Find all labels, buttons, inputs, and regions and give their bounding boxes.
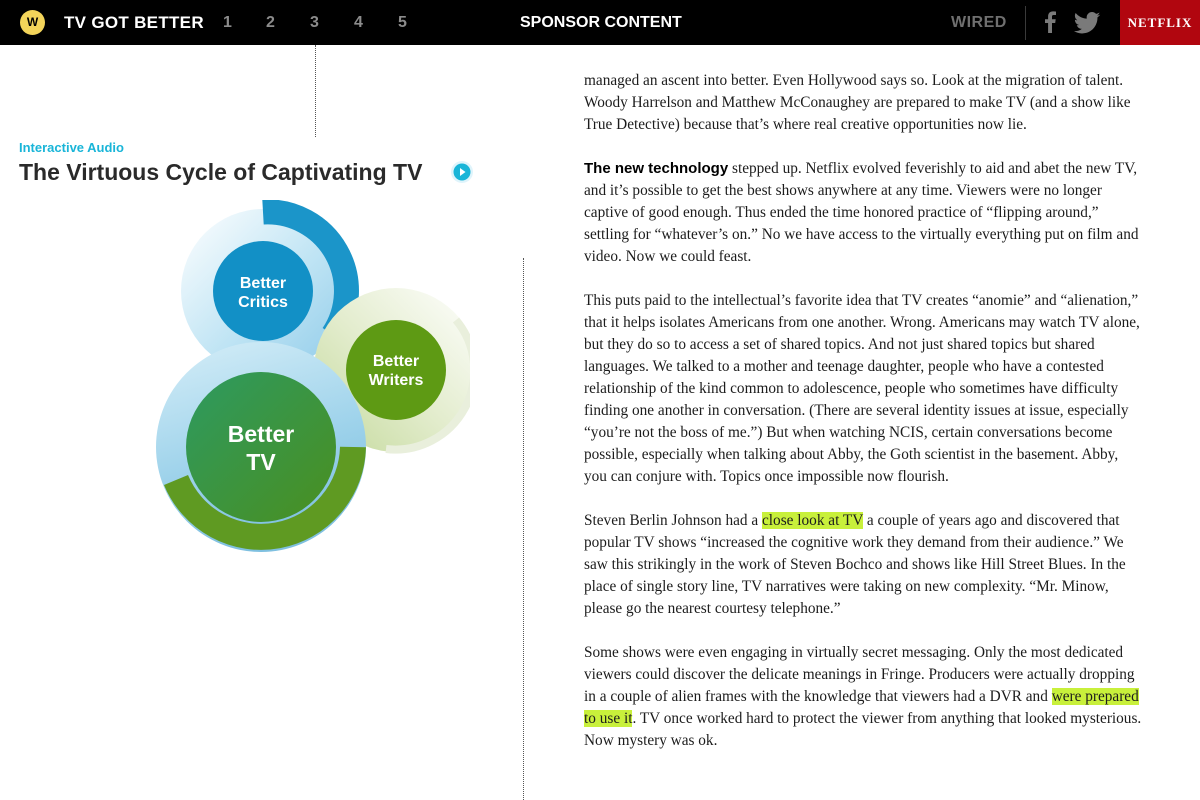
wired-logo-badge[interactable]: W	[20, 10, 45, 35]
column-divider-top	[315, 45, 316, 137]
article-body	[584, 70, 1144, 774]
cycle-title: The Virtuous Cycle of Captivating TV	[19, 159, 423, 185]
better-tv-node[interactable]	[156, 342, 366, 552]
virtuous-cycle-diagram[interactable]	[150, 200, 470, 560]
twitter-icon[interactable]	[1073, 12, 1101, 34]
article-paragraph-5-after: . TV once worked hard to protect the viewer from anything that looked mysterious. Now mystery was ok.	[584, 710, 1142, 749]
play-icon[interactable]	[451, 161, 473, 183]
series-title[interactable]: TV GOT BETTER	[64, 13, 204, 32]
prepared-to-use-it-link[interactable]: were prepared to use it	[584, 688, 1139, 727]
chapter-link-5[interactable]: 5	[398, 14, 407, 31]
close-look-at-tv-link[interactable]: close look at TV	[762, 512, 863, 529]
better-tv-line2: TV	[246, 449, 276, 475]
chapter-link-1[interactable]: 1	[223, 14, 232, 31]
better-critics-line2: Critics	[238, 294, 288, 311]
topbar-divider	[1025, 6, 1026, 40]
sponsor-content-label: SPONSOR CONTENT	[520, 14, 682, 31]
article-paragraph-1: managed an ascent into better. Even Hollywood says so. Look at the migration of talent. Woody Harrelson and Matthew McConaughey are prepared to make TV (and a show like True Detective) because that’s where real creative opportunities now lie.	[584, 72, 1131, 133]
article-paragraph-4-after: a couple of years ago and discovered that popular TV shows “increased the cognitive work they demand from their audience.” We saw this strikingly in the work of Steven Bochco and shows like Hill Street Blues. In the place of single story line, TV narratives were taking on new complexity. “Mr. Minow, please go the nearest courtesy telephone.”	[584, 512, 1126, 617]
better-writers-line1: Better	[372, 353, 420, 370]
article-paragraph-3: This puts paid to the intellectual’s favorite idea that TV creates “anomie” and “alienation,” that it helps isolates Americans from one another. Wrong. Americans may watch TV alone, but they do so to access a set of shared topics. And not just shared topics but shared languages. We talked to a mother and teenage daughter, people who have a contested relationship of the kind common to adolescence, people who sometimes have difficulty finding one another in conversation. (There are several identity issues at issue, especially “you’re not the boss of me.”) But when watching NCIS, certain conversations become possible, especially when talking about Abby, the Goth scientist in the basement. Abby, you can conjure with. Topics once impossible now flourish.	[584, 292, 1140, 485]
better-writers-line2: Writers	[368, 372, 424, 389]
top-bar	[0, 0, 1200, 45]
chapter-link-4[interactable]: 4	[354, 14, 363, 31]
facebook-icon[interactable]	[1043, 11, 1057, 33]
article-paragraph-4-before: Steven Berlin Johnson had a	[584, 512, 763, 529]
better-tv-line1: Better	[227, 421, 295, 447]
interactive-audio-label: Interactive Audio	[19, 140, 124, 155]
chapter-link-2[interactable]: 2	[266, 14, 275, 31]
netflix-logo[interactable]: NETFLIX	[1120, 0, 1200, 45]
new-technology-lead: The new technology	[584, 160, 729, 177]
column-divider	[523, 258, 524, 800]
wired-link[interactable]: WIRED	[951, 14, 1007, 31]
article-paragraph-5	[584, 642, 1144, 752]
article-paragraph-2	[584, 158, 1144, 268]
article-paragraph-5-before: Some shows were even engaging in virtually secret messaging. Only the most dedicated viewers could discover the delicate meanings in Fringe. Producers were actually dropping in a couple of alien frames with the knowledge that viewers had a DVR and	[584, 644, 1135, 705]
better-critics-line1: Better	[239, 275, 287, 292]
article-paragraph-4	[584, 510, 1144, 620]
article-paragraph-2-text: stepped up. Netflix evolved feverishly to aid and abet the new TV, and it’s possible to get the best shows anywhere at any time. Viewers were no longer captive of good enough. Thus ended the time honored practice of “flipping around,” settling for “whatever’s on.” No we have access to the virtually everything put on film and video. Now we could feast.	[584, 160, 1139, 265]
chapter-link-3[interactable]: 3	[310, 14, 319, 31]
